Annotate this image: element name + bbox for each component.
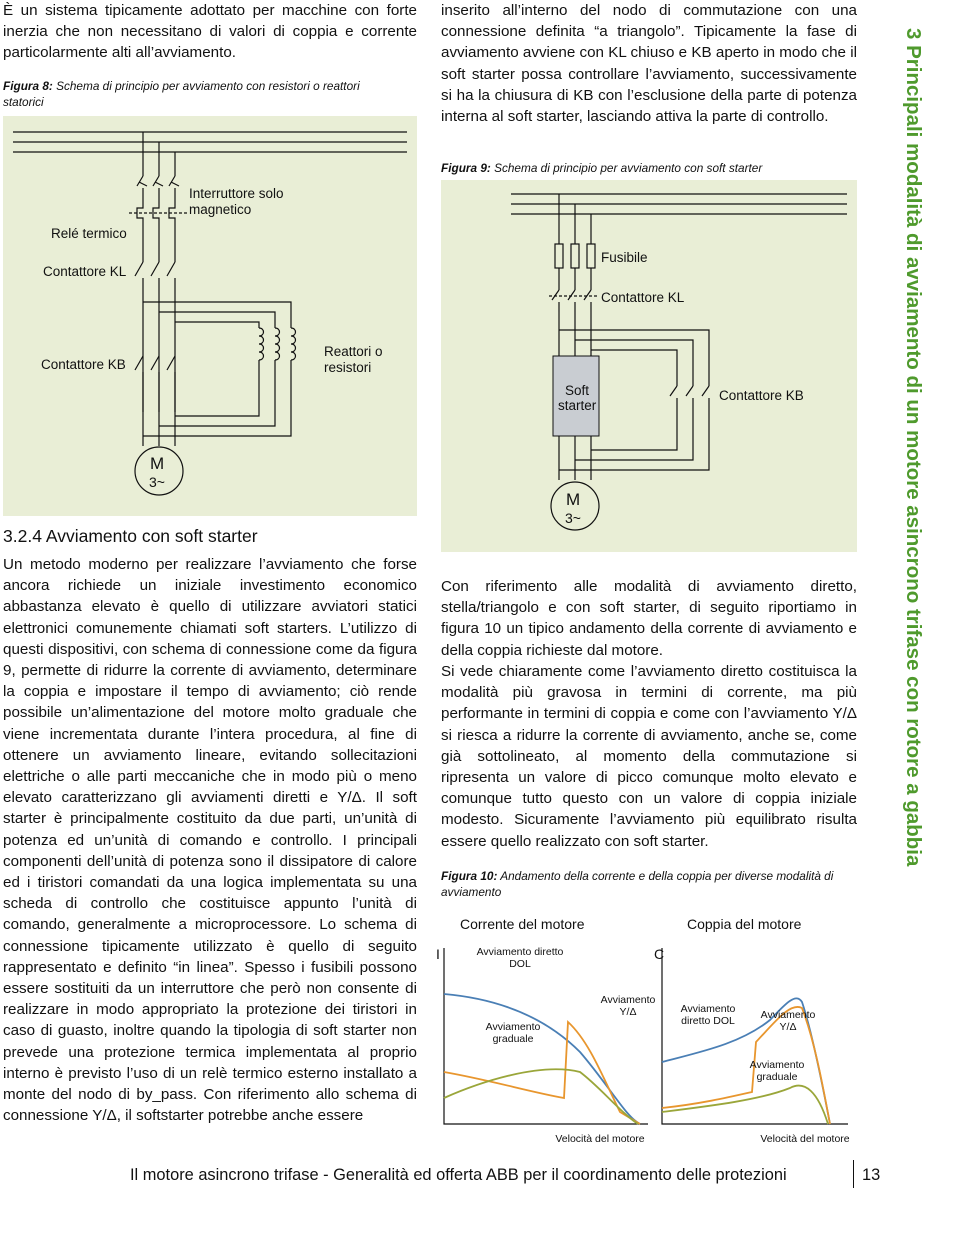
fig8-caption	[3, 78, 403, 110]
chart1-xlabel: Velocità del motore	[555, 1133, 645, 1145]
right-para-2: Si vede chiaramente come l’avviamento diretto costituisca la modalità più gravosa in termini di corrente, ma più performante in termini di coppia e come con l’avviamento Y/Δ si riesca a ridurre la corrente di avviamento, anche se, come già sottolineato, al momento della commutazione si ripresenta un valore di picco comunque molto elevato e comunque tutto questo con un valore di coppia iniziale modesto. Sicuramente l’avviamento più equilibrato risulta essere quello realizzato con soft starter.	[441, 663, 857, 850]
fig9-motor-m: M	[566, 490, 581, 509]
fig8-caption-label: Figura 8:	[3, 79, 53, 93]
fig8-label-reattori: Reattori o resistori	[324, 344, 383, 375]
chapter-sidebar-title: 3 Principali modalità di avviamento di un motore asincrono trifase con rotore a gabbia	[902, 28, 925, 867]
fig9-soft-starter-line1: Soft	[565, 383, 590, 398]
footer-separator	[853, 1160, 854, 1188]
chart1-label-dol: Avviamento diretto DOL	[476, 946, 564, 970]
chapter-sidebar	[895, 0, 955, 1245]
fig10-caption	[441, 868, 857, 900]
fig9-schematic	[441, 180, 857, 552]
fig9-label-kl: Contattore KL	[601, 290, 685, 305]
fig8-label-rele: Relé termico	[51, 226, 127, 241]
section-number: 3.2.4	[3, 526, 42, 546]
fig8-motor-3: 3~	[149, 474, 165, 490]
intro-paragraph: È un sistema tipicamente adottato per macchine con forte inerzia che non necessitano di valori di coppia e corrente particolarmente alti all’avviamento.	[3, 2, 417, 62]
fig9-soft-starter-line2: starter	[558, 398, 597, 413]
fig9-caption-label: Figura 9:	[441, 161, 491, 175]
page-number: 13	[862, 1166, 881, 1184]
fig9-label-fusibile: Fusibile	[601, 250, 648, 265]
fig8-label-kl: Contattore KL	[43, 264, 127, 279]
chart2-ylabel: C	[654, 946, 665, 962]
right-top-paragraph: inserito all’interno del nodo di commutazione con una connessione definita “a triangolo”. Tipicamente la fase di avviamento avviene con KL chiuso e KB aperto in modo che il soft starter possa controllare l’avviamento, successivamente si ha la chiusura di KB con l’esclusione della parte di potenza interna al soft starter, lasciando attiva la parte di controllo.	[441, 2, 857, 126]
fig9-motor-3: 3~	[565, 510, 581, 526]
section-title: Avviamento con soft starter	[45, 526, 258, 546]
chart1-ylabel: I	[436, 946, 440, 962]
left-body-paragraph: Un metodo moderno per realizzare l’avviamento che forse ancora richiede un iniziale investimento economico abbastanza elevato è quello di utilizzare avviatori statici elettronici comunemente chiamati soft starters. L’utilizzo di questi dispositivi, con schema di connessione come da figura 9, permette di ridurre la corrente di avviamento, determinare la coppia e impostare il tempo di avviamento; ciò rende possibile un’alimentazione del motore molto graduale che viene incrementata durante l’intera procedura, al fine di ottenere un avviamento lineare, evitando sollecitazioni elettriche o alle parti meccaniche che in modo più o meno elevato caratterizzano gli avviamenti diretti e Y/Δ. Il soft starter è principalmente costituito da due parti, un’unità di potenza ed un’unità di comando e controllo. I principali componenti dell’unità di potenza sono il dissipatore di calore ed i tiristori comandati da una logica implementata su una scheda di controllo che costituisce appunto l’unità di comando, generalmente a microprocessore. Lo schema di connessione tipicamente utilizzato è quello di seguito rappresentato e definito “in linea”. Spesso i fusibili possono essere sostituiti da un interruttore che però non consente di realizzare in modo appropriato la protezione dei tiristori in caso di guasto, inoltre quando la tipologia di soft starter non prevede una protezione termica implementata al proprio interno è previsto l’uso di un relè termico esterno installato a monte del nodo di by_pass. Con riferimento allo schema di connessione Y/Δ, il softstarter potrebbe anche essere	[3, 556, 417, 1125]
chart2-label-dol: Avviamento diretto DOL	[680, 1003, 736, 1027]
right-para-1: Con riferimento alle modalità di avviamento diretto, stella/triangolo e con soft starter, di seguito riportiamo in figura 10 un tipico andamento della corrente di avviamento e della coppia richieste dal motore.	[441, 578, 857, 659]
fig10-caption-label: Figura 10:	[441, 869, 498, 883]
chart2-xlabel: Velocità del motore	[760, 1133, 850, 1145]
figure-10	[430, 912, 860, 1152]
figure-9	[441, 180, 857, 552]
chart2-label-graduale: Avviamento graduale	[749, 1059, 805, 1083]
chart1-title: Corrente del motore	[460, 916, 585, 932]
fig9-label-kb: Contattore KB	[719, 388, 804, 403]
fig8-motor-m: M	[150, 454, 165, 473]
chart2-title: Coppia del motore	[687, 916, 802, 932]
section-heading	[3, 526, 417, 547]
fig8-caption-text: Schema di principio per avviamento con resistori o reattori statorici	[3, 79, 360, 109]
figure-8	[3, 116, 417, 516]
chart1-label-ydelta: Avviamento Y/Δ	[600, 994, 656, 1018]
page-footer: Il motore asincrono trifase - Generalità ed offerta ABB per il coordinamento delle protezioni	[130, 1166, 787, 1184]
chart1-label-graduale: Avviamento graduale	[485, 1021, 541, 1045]
fig10-caption-text: Andamento della corrente e della coppia per diverse modalità di avviamento	[441, 869, 834, 899]
fig8-label-interruttore: Interruttore solo magnetico	[189, 186, 284, 217]
fig8-schematic	[3, 116, 417, 516]
fig9-caption	[441, 160, 857, 176]
chart2-label-ydelta: Avviamento Y/Δ	[760, 1009, 816, 1033]
fig8-label-kb: Contattore KB	[41, 357, 126, 372]
fig9-caption-text: Schema di principio per avviamento con soft starter	[490, 161, 763, 175]
